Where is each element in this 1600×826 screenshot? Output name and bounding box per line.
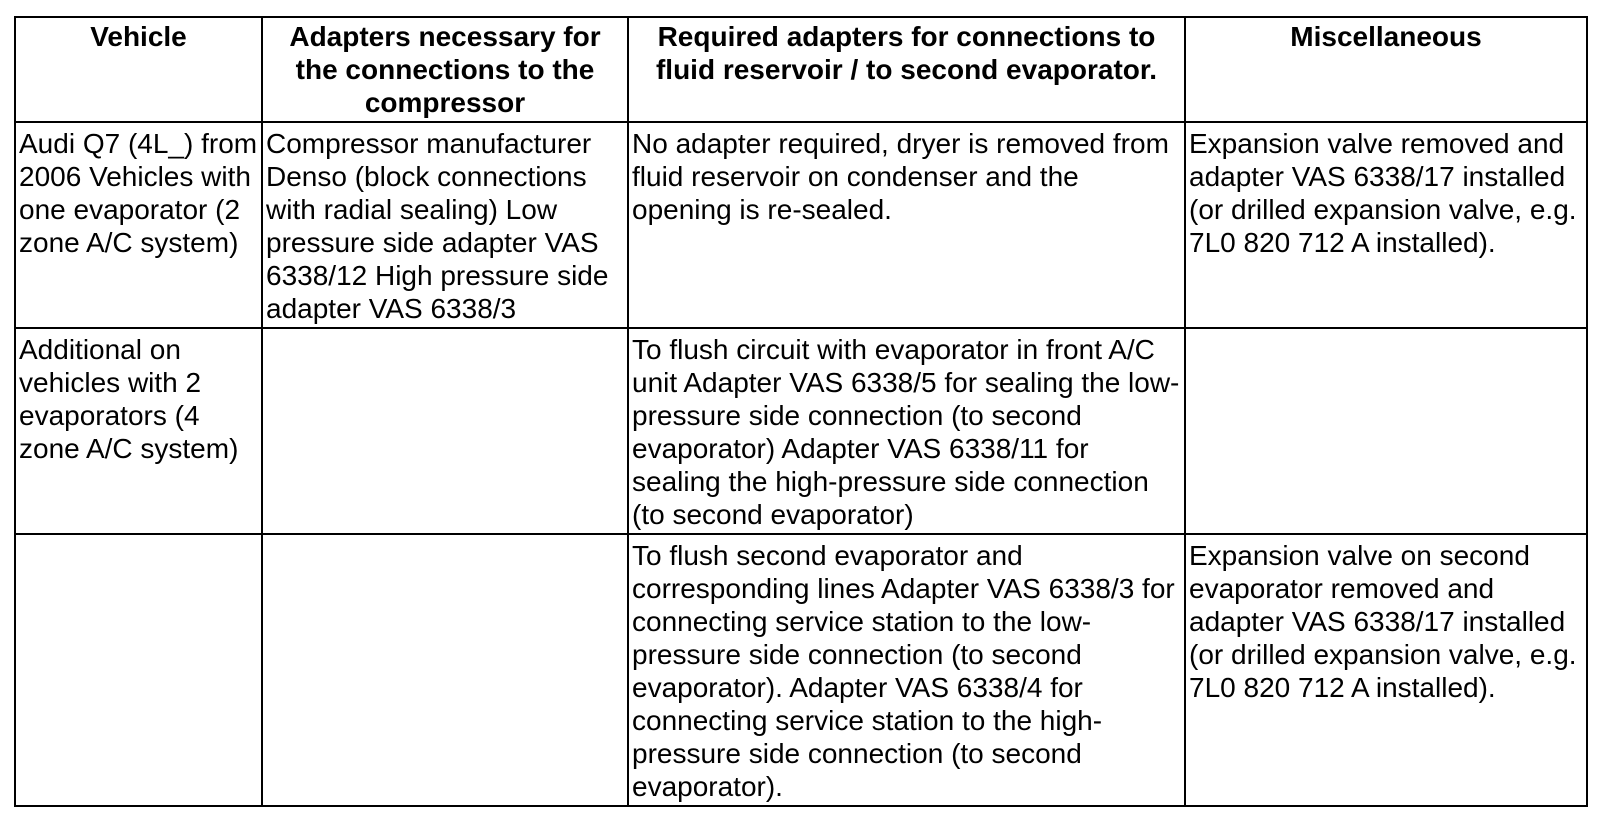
cell-compressor-adapters: Compressor manufacturer Denso (block connections with radial sealing) Low pressure side adapter VAS 6338/12 High pressure side adapter VAS 6338/3	[262, 122, 628, 328]
adapter-table	[14, 16, 1588, 807]
cell-compressor-adapters	[262, 328, 628, 534]
cell-vehicle: Audi Q7 (4L_) from 2006 Vehicles with one evaporator (2 zone A/C system)	[15, 122, 262, 328]
table-row	[15, 328, 1587, 534]
header-miscellaneous: Miscellaneous	[1185, 17, 1587, 122]
header-reservoir-adapters: Required adapters for connections to fluid reservoir / to second evaporator.	[628, 17, 1185, 122]
cell-vehicle: Additional on vehicles with 2 evaporators (4 zone A/C system)	[15, 328, 262, 534]
cell-reservoir-adapters: To flush circuit with evaporator in front A/C unit Adapter VAS 6338/5 for sealing the low-pressure side connection (to second evaporator) Adapter VAS 6338/11 for sealing the high-pressure side connection (to second evaporator)	[628, 328, 1185, 534]
header-compressor-adapters: Adapters necessary for the connections to the compressor	[262, 17, 628, 122]
cell-miscellaneous: Expansion valve removed and adapter VAS 6338/17 installed (or drilled expansion valve, e.g. 7L0 820 712 A installed).	[1185, 122, 1587, 328]
cell-vehicle	[15, 534, 262, 806]
table-row	[15, 534, 1587, 806]
cell-reservoir-adapters: To flush second evaporator and corresponding lines Adapter VAS 6338/3 for connecting service station to the low-pressure side connection (to second evaporator). Adapter VAS 6338/4 for connecting service station to the high-pressure side connection (to second evaporator).	[628, 534, 1185, 806]
table-header-row	[15, 17, 1587, 122]
table-row	[15, 122, 1587, 328]
cell-miscellaneous	[1185, 328, 1587, 534]
cell-compressor-adapters	[262, 534, 628, 806]
cell-miscellaneous: Expansion valve on second evaporator removed and adapter VAS 6338/17 installed (or drilled expansion valve, e.g. 7L0 820 712 A installed).	[1185, 534, 1587, 806]
cell-reservoir-adapters: No adapter required, dryer is removed from fluid reservoir on condenser and the opening is re-sealed.	[628, 122, 1185, 328]
header-vehicle: Vehicle	[15, 17, 262, 122]
